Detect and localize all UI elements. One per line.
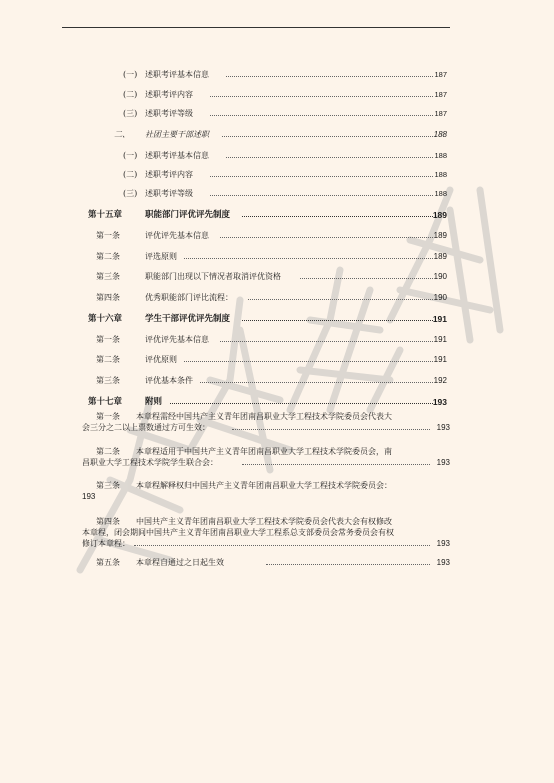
article-text: 第三条 本章程解释权归中国共产主义青年团南昌职业大学工程技术学院委员会： (96, 481, 392, 490)
toc-page-number: 190 (433, 293, 447, 302)
article-line (82, 538, 450, 549)
toc-article[interactable] (0, 351, 554, 365)
dot-leader (242, 320, 433, 321)
toc-page-number: 192 (433, 376, 447, 385)
article-text: 本章程，闭会期间中国共产主义青年团南昌职业大学工程系总支部委员会常务委员会有权 (82, 528, 394, 537)
article-text: 第五条 本章程自通过之日起生效 (96, 558, 224, 567)
toc-article[interactable] (0, 372, 554, 386)
dot-leader (134, 545, 430, 546)
dot-leader (222, 136, 433, 137)
dot-leader (210, 96, 433, 97)
article-text: 昌职业大学工程技术学院学生联合会： (82, 458, 218, 467)
toc-entry-section[interactable] (0, 126, 554, 140)
toc-page-number: 193 (436, 458, 450, 467)
chapter-number: 第十六章 (88, 314, 123, 324)
article-title: 职能部门出现以下情况者取消评优资格 (145, 272, 281, 281)
dot-leader (184, 361, 433, 362)
toc-page-number: 193 (432, 397, 447, 407)
article-title: 评优原则 (145, 355, 177, 364)
dot-leader (200, 382, 433, 383)
toc-chapter[interactable] (0, 310, 554, 324)
appendix-article[interactable] (82, 411, 450, 433)
article-text: 第二条 本章程适用于中国共产主义青年团南昌职业大学工程技术学院委员会，南 (96, 447, 392, 456)
article-number: 第二条 (96, 355, 120, 364)
toc-article[interactable] (0, 268, 554, 282)
article-title: 评优评先基本信息 (145, 335, 209, 344)
article-title: 优秀职能部门评比流程： (145, 293, 233, 302)
dot-leader (242, 216, 433, 217)
toc-page-number: 193 (436, 539, 450, 548)
toc-number: (一) (123, 151, 138, 160)
toc-page-number: 188 (434, 189, 447, 198)
appendix-article[interactable] (82, 557, 450, 568)
article-text: 会三分之二以上票数通过方可生效： (82, 423, 210, 432)
toc-page-number: 190 (433, 272, 447, 281)
toc-entry[interactable] (0, 86, 554, 100)
article-number: 第四条 (96, 293, 120, 302)
chapter-title: 附则 (145, 397, 163, 407)
dot-leader (184, 258, 433, 259)
toc-page-number: 188 (434, 151, 447, 160)
article-line (82, 457, 450, 468)
toc-title: 述职考评等级 (145, 189, 193, 198)
article-title: 评优评先基本信息 (145, 231, 209, 240)
chapter-number: 第十五章 (88, 210, 123, 220)
toc-chapter[interactable] (0, 206, 554, 220)
article-line (82, 527, 450, 538)
dot-leader (300, 278, 433, 279)
article-line (82, 557, 450, 568)
article-number: 第二条 (96, 252, 120, 261)
article-title: 评选原则 (145, 252, 177, 261)
toc-page-number: 188 (434, 170, 447, 179)
toc-article[interactable] (0, 248, 554, 262)
article-number: 第三条 (96, 376, 120, 385)
dot-leader (220, 237, 433, 238)
toc-page-number: 191 (432, 314, 447, 324)
toc-article[interactable] (0, 331, 554, 345)
toc-title: 社团主要干部述职 (145, 130, 209, 139)
article-text: 第一条 本章程需经中国共产主义青年团南昌职业大学工程技术学院委员会代表大 (96, 412, 392, 421)
article-number: 第一条 (96, 231, 120, 240)
toc-title: 述职考评内容 (145, 170, 193, 179)
toc-number: (三) (123, 189, 138, 198)
toc-number: (二) (123, 170, 138, 179)
appendix-article[interactable] (82, 480, 450, 502)
article-line (82, 516, 450, 527)
toc-page-number: 189 (433, 252, 447, 261)
dot-leader (226, 76, 433, 77)
dot-leader (248, 299, 433, 300)
toc-page-number: 193 (82, 492, 96, 501)
appendix-article[interactable] (82, 446, 450, 468)
toc-number: 二、 (114, 130, 130, 139)
toc-chapter[interactable] (0, 393, 554, 407)
toc-article[interactable] (0, 227, 554, 241)
toc-article[interactable] (0, 289, 554, 303)
chapter-title: 职能部门评优评先制度 (145, 210, 231, 220)
header-rule (62, 27, 450, 28)
dot-leader (170, 403, 433, 404)
article-line (82, 422, 450, 433)
dot-leader (210, 195, 433, 196)
toc-page-number: 193 (436, 558, 450, 567)
dot-leader (232, 429, 430, 430)
dot-leader (226, 157, 433, 158)
toc-title: 述职考评内容 (145, 90, 193, 99)
dot-leader (242, 464, 430, 465)
article-line (82, 446, 450, 457)
toc-page-number: 187 (434, 70, 447, 79)
dot-leader (210, 176, 433, 177)
toc-page-number: 189 (432, 210, 447, 220)
toc-page-number: 191 (433, 335, 447, 344)
toc-page-number: 188 (433, 130, 447, 139)
dot-leader (210, 115, 433, 116)
chapter-number: 第十七章 (88, 397, 123, 407)
article-text: 修订本章程： (82, 539, 130, 548)
toc-entry[interactable] (0, 166, 554, 180)
toc-page-number: 187 (434, 109, 447, 118)
toc-number: (一) (123, 70, 138, 79)
toc-entry[interactable] (0, 185, 554, 199)
appendix-article[interactable] (82, 516, 450, 549)
toc-page-number: 193 (436, 423, 450, 432)
article-text: 第四条 中国共产主义青年团南昌职业大学工程技术学院委员会代表大会有权修改 (96, 517, 392, 526)
article-line (82, 480, 450, 491)
chapter-title: 学生干部评优评先制度 (145, 314, 231, 324)
toc-number: (三) (123, 109, 138, 118)
toc-title: 述职考评基本信息 (145, 70, 209, 79)
toc-page-number: 187 (434, 90, 447, 99)
article-title: 评优基本条件 (145, 376, 193, 385)
toc-entry[interactable] (0, 147, 554, 161)
toc-number: (二) (123, 90, 138, 99)
toc-title: 述职考评基本信息 (145, 151, 209, 160)
article-number: 第一条 (96, 335, 120, 344)
toc-page-number: 191 (433, 355, 447, 364)
toc-entry[interactable] (0, 66, 554, 80)
toc-entry[interactable] (0, 105, 554, 119)
toc-title: 述职考评等级 (145, 109, 193, 118)
dot-leader (220, 341, 433, 342)
article-line (82, 411, 450, 422)
article-number: 第三条 (96, 272, 120, 281)
toc-page-number: 189 (433, 231, 447, 240)
dot-leader (266, 564, 430, 565)
article-line (82, 491, 450, 502)
